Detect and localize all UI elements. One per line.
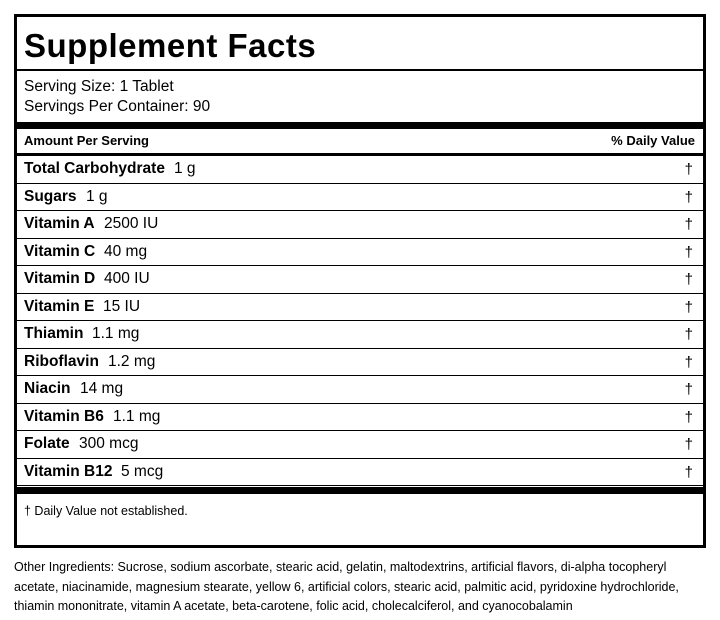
nutrient-row xyxy=(17,431,703,459)
title-divider xyxy=(17,69,703,71)
nutrient-amount: 400 IU xyxy=(104,270,150,287)
thick-divider-bottom xyxy=(17,487,703,494)
serving-size: Serving Size: 1 Tablet xyxy=(24,78,174,95)
daily-value-dagger: † xyxy=(684,298,693,316)
nutrient-row xyxy=(17,184,703,212)
nutrient-row xyxy=(17,404,703,432)
nutrient-row xyxy=(17,321,703,349)
nutrient-rows xyxy=(17,156,703,486)
nutrient-name: Niacin xyxy=(24,380,71,397)
nutrient-amount: 14 mg xyxy=(80,380,124,397)
nutrient-amount: 300 mcg xyxy=(79,435,139,452)
nutrient-name: Vitamin C xyxy=(24,242,96,260)
nutrient-name: Vitamin B6 xyxy=(24,407,104,425)
servings-per-container: Servings Per Container: 90 xyxy=(24,98,211,115)
nutrient-name: Vitamin A xyxy=(24,215,95,232)
daily-value-dagger: † xyxy=(684,353,693,371)
nutrient-row xyxy=(17,156,703,184)
daily-value-dagger: † xyxy=(684,161,693,178)
nutrient-row xyxy=(17,294,703,322)
daily-value-dagger: † xyxy=(684,436,693,453)
footnote: † Daily Value not established. xyxy=(24,504,188,518)
other-ingredients: Other Ingredients: Sucrose, sodium ascorbate, stearic acid, gelatin, maltodextrins, artificial flavors, di-alpha tocopheryl acetate, niacinamide, magnesium stearate, yellow 6, artificial colors, stearic acid, palmitic acid, pyridoxine hydrochloride, thiamin mononitrate, vitamin A acetate, beta-carotene, folic acid, cholecalciferol, and cyanocobalamin xyxy=(14,560,679,613)
nutrient-name: Vitamin B12 xyxy=(24,462,113,480)
label-title: Supplement Facts xyxy=(24,27,317,64)
nutrient-name: Vitamin D xyxy=(24,270,96,287)
nutrient-amount: 5 mcg xyxy=(121,462,164,480)
nutrient-row xyxy=(17,349,703,377)
daily-value-dagger: † xyxy=(684,463,693,481)
thick-divider-top xyxy=(17,122,703,129)
daily-value-dagger: † xyxy=(684,216,693,233)
nutrient-row xyxy=(17,266,703,294)
nutrient-amount: 1.1 mg xyxy=(113,407,161,425)
daily-value-header: % Daily Value xyxy=(611,133,695,148)
nutrient-row xyxy=(17,459,703,487)
amount-per-serving-header: Amount Per Serving xyxy=(24,133,149,148)
nutrient-row xyxy=(17,211,703,239)
nutrient-amount: 1.1 mg xyxy=(92,325,140,342)
nutrient-name: Total Carbohydrate xyxy=(24,160,165,177)
daily-value-dagger: † xyxy=(684,271,693,288)
nutrient-row xyxy=(17,376,703,404)
nutrient-name: Vitamin E xyxy=(24,297,95,315)
daily-value-dagger: † xyxy=(684,243,693,261)
nutrient-name: Sugars xyxy=(24,187,77,205)
daily-value-dagger: † xyxy=(684,408,693,426)
nutrient-amount: 40 mg xyxy=(104,242,148,260)
nutrient-amount: 1 g xyxy=(86,187,108,205)
nutrient-row xyxy=(17,239,703,267)
nutrient-name: Folate xyxy=(24,435,70,452)
daily-value-dagger: † xyxy=(684,188,693,206)
daily-value-dagger: † xyxy=(684,326,693,343)
nutrient-amount: 2500 IU xyxy=(104,215,159,232)
supplement-facts-panel xyxy=(14,14,706,548)
nutrient-amount: 1 g xyxy=(174,160,196,177)
nutrient-amount: 1.2 mg xyxy=(108,352,156,370)
nutrient-name: Thiamin xyxy=(24,325,84,342)
nutrient-amount: 15 IU xyxy=(103,297,141,315)
daily-value-dagger: † xyxy=(684,381,693,398)
nutrient-name: Riboflavin xyxy=(24,352,99,370)
